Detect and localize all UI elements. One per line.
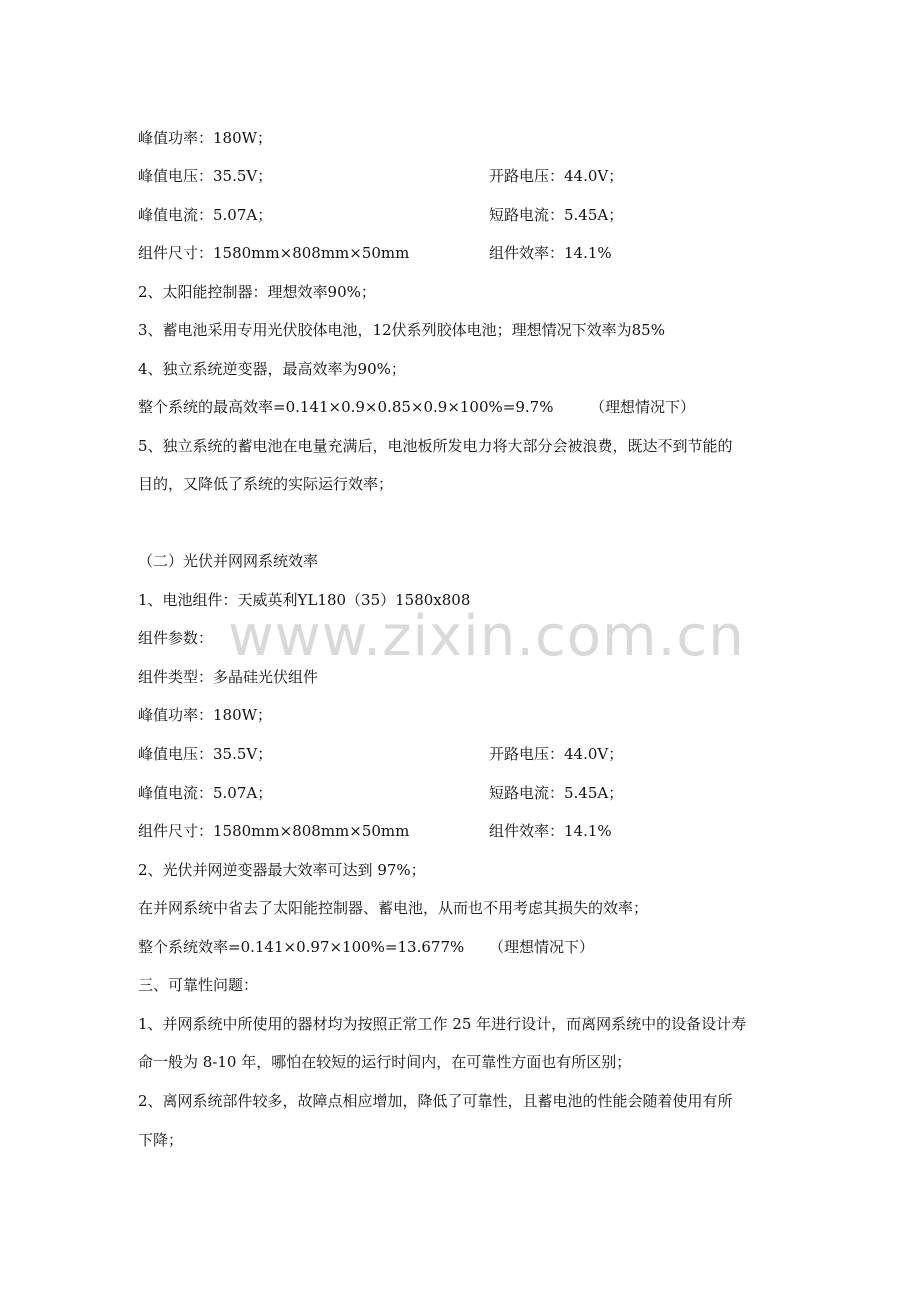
- peak-voltage-text-2: 峰值电压：35.5V；: [138, 745, 273, 763]
- total-efficiency-note: （理想情况下）: [590, 398, 696, 416]
- module-efficiency-text: 组件效率：14.1%: [489, 244, 612, 262]
- peak-current-text: 峰值电流：5.07A；: [138, 206, 273, 224]
- grid-total-note: （理想情况下）: [489, 938, 595, 956]
- open-voltage-text: 开路电压：44.0V；: [489, 167, 624, 185]
- module-type-text: 组件类型：多晶硅光伏组件: [138, 668, 319, 686]
- module-efficiency-text-2: 组件效率：14.1%: [489, 822, 612, 840]
- battery-waste-line2: 目的，又降低了系统的实际运行效率；: [138, 475, 394, 493]
- battery-item: 3、蓄电池采用专用光伏胶体电池，12伏系列胶体电池；理想情况下效率为85%: [138, 321, 665, 339]
- peak-voltage-text: 峰值电压：35.5V；: [138, 167, 273, 185]
- inverter-item: 4、独立系统逆变器，最高效率为90%；: [138, 360, 406, 378]
- grid-system-note: 在并网系统中省去了太阳能控制器、蓄电池，从而也不用考虑其损失的效率；: [138, 899, 649, 917]
- reliability-item2-line2: 下降；: [138, 1131, 184, 1149]
- controller-item: 2、太阳能控制器：理想效率90%；: [138, 283, 376, 301]
- total-efficiency-formula: 整个系统的最高效率=0.141×0.9×0.85×0.9×100%=9.7%: [138, 398, 554, 416]
- short-current-text: 短路电流：5.45A；: [489, 206, 624, 224]
- grid-inverter-item: 2、光伏并网逆变器最大效率可达到 97%；: [138, 861, 426, 879]
- watermark: www.zixin.com.cn: [228, 604, 745, 669]
- module-item: 1、电池组件：天威英利YL180（35）1580x808: [138, 591, 471, 609]
- reliability-item1-line1: 1、并网系统中所使用的器材均为按照正常工作 25 年进行设计，而离网系统中的设备设计寿: [138, 1015, 747, 1033]
- section3-heading: 三、可靠性问题：: [138, 976, 259, 994]
- battery-waste-line1: 5、独立系统的蓄电池在电量充满后，电池板所发电力将大部分会被浪费，既达不到节能的: [138, 437, 733, 455]
- reliability-item1-line2: 命一般为 8-10 年，哪怕在较短的运行时间内，在可靠性方面也有所区别；: [138, 1053, 632, 1071]
- module-size-text-2: 组件尺寸：1580mm×808mm×50mm: [138, 822, 410, 840]
- params-label: 组件参数：: [138, 629, 214, 647]
- peak-current-text-2: 峰值电流：5.07A；: [138, 784, 273, 802]
- section2-heading: （二）光伏并网网系统效率: [138, 552, 319, 570]
- peak-power-text: 峰值功率：180W；: [138, 129, 273, 147]
- short-current-text-2: 短路电流：5.45A；: [489, 784, 624, 802]
- peak-power-text-2: 峰值功率：180W；: [138, 706, 273, 724]
- grid-total-formula: 整个系统效率=0.141×0.97×100%=13.677%: [138, 938, 465, 956]
- module-size-text: 组件尺寸：1580mm×808mm×50mm: [138, 244, 410, 262]
- reliability-item2-line1: 2、离网系统部件较多，故障点相应增加，降低了可靠性，且蓄电池的性能会随着使用有所: [138, 1092, 733, 1110]
- open-voltage-text-2: 开路电压：44.0V；: [489, 745, 624, 763]
